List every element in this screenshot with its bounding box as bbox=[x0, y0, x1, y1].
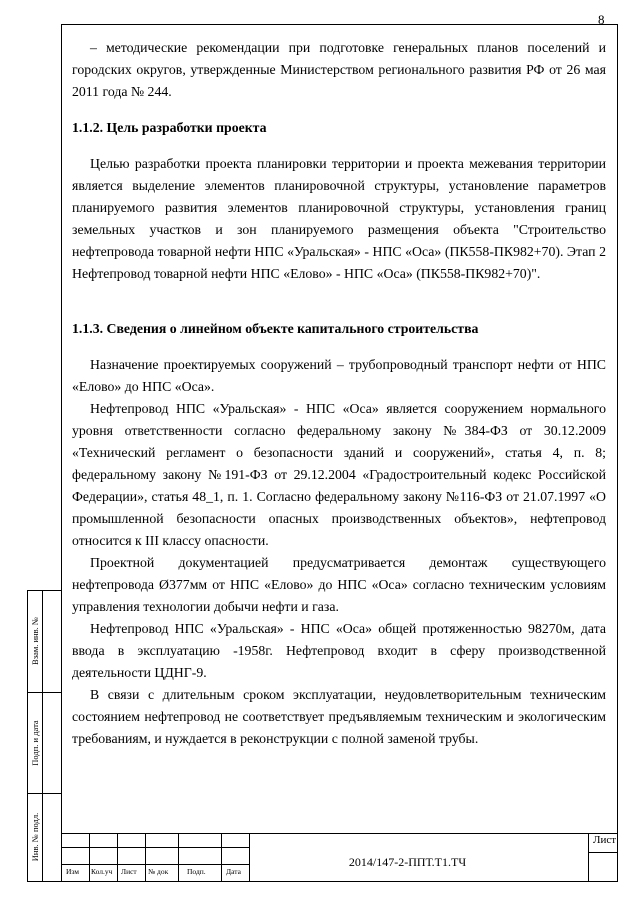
doc-code: 2014/147-2-ППТ.Т1.ТЧ bbox=[348, 855, 467, 869]
paragraph-purpose: Назначение проектируемых сооружений – трубопроводный транспорт нефти от НПС «Елово» до НПС «Оса». bbox=[72, 357, 606, 394]
paragraph-project-goal: Целью разработки проекта планировки территории и проекта межевания территории является выделение элементов планировочной структуры, установление параметров планируемого развития элементов планировочной структуры, установления границ земельных участков и зон планируемого размещения объекта "Строительство нефтепровода товарной нефти НПС «Уральская» - НПС «Оса» (ПК558-ПК982+70). Этап 2 Нефтепровод товарной нефти НПС «Елово» - НПС «Оса» (ПК558-ПК982+70)". bbox=[72, 156, 606, 281]
paragraph-reconstruction: В связи с длительным сроком эксплуатации, неудовлетворительным техническим состоянием нефтепровод не соответствует предъявляемым техническим и экологическим требованиям, и нуждается в реконструкции с полной заменой трубы. bbox=[72, 687, 606, 746]
paragraph-length: Нефтепровод НПС «Уральская» - НПС «Оса» общей протяженностью 98270м, дата ввода в эксплуатацию -1958г. Нефтепровод входит в сферу производственной деятельности ЦДНГ-9. bbox=[72, 621, 606, 680]
stamp-kol-uch: Кол.уч bbox=[91, 867, 113, 876]
page-number: 8 bbox=[598, 12, 605, 27]
paragraph-responsibility: Нефтепровод НПС «Уральская» - НПС «Оса» является сооружением нормального уровня ответственности согласно федеральному закону №384-ФЗ от 30.12.2009 «Технический регламент о безопасности зданий и сооружений», статья 4, п. 8; федеральному закону №191-ФЗ от 29.12.2004 «Градостроительный кодекс Российской Федерации», статья 48_1, п. 1. Согласно федеральному закону №116-ФЗ от 21.07.1997 «О промышленной безопасности опасных производственных объектов», нефтепровод относится к III классу опасности. bbox=[72, 401, 606, 548]
side-stamp-podp: Подп. и дата bbox=[30, 720, 40, 766]
side-stamp-vzam: Взам. инв. № bbox=[30, 617, 40, 665]
heading-project-goal: 1.1.2. Цель разработки проекта bbox=[72, 120, 267, 135]
paragraph-dismantling: Проектной документацией предусматривается демонтаж существующего нефтепровода Ø377мм от НПС «Елово» до НПС «Оса» согласно техническим условиям управления технологии добычи нефти и газа. bbox=[72, 555, 606, 614]
side-stamp-inv: Инв. № подл. bbox=[30, 812, 40, 862]
stamp-podp: Подп. bbox=[187, 867, 206, 876]
sheet-label: Лист bbox=[593, 834, 617, 846]
document-body bbox=[72, 37, 606, 750]
paragraph-recommendations: – методические рекомендации при подготовке генеральных планов поселений и городских округов, утвержденные Министерством регионального развития РФ от 26 мая 2011 года № 244. bbox=[72, 40, 606, 99]
stamp-list: Лист bbox=[121, 867, 137, 876]
stamp-n-dok: № док bbox=[148, 867, 169, 876]
stamp-data: Дата bbox=[226, 867, 241, 876]
stamp-izm: Изм bbox=[66, 867, 80, 876]
heading-linear-object: 1.1.3. Сведения о линейном объекте капитального строительства bbox=[72, 321, 479, 336]
